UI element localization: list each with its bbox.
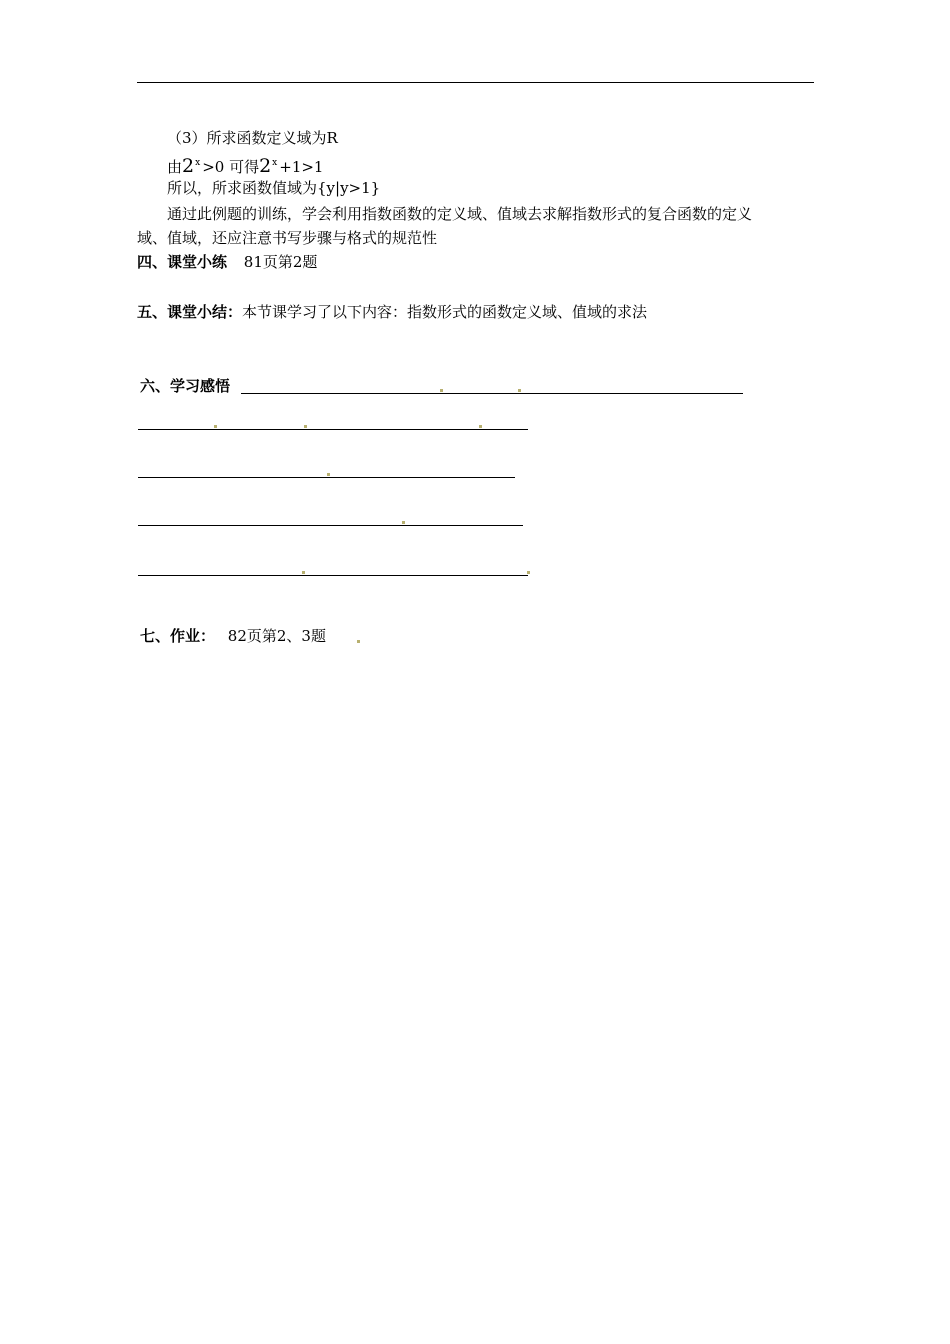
reflection-blank-3[interactable] bbox=[138, 477, 515, 478]
derivation-end: +1>1 bbox=[279, 158, 324, 176]
section-7 bbox=[140, 626, 326, 646]
marker-dot bbox=[357, 640, 360, 643]
section-4 bbox=[137, 252, 317, 272]
header-rule bbox=[137, 82, 814, 83]
derivation-prefix: 由 bbox=[167, 158, 183, 176]
section-6 bbox=[140, 376, 230, 396]
marker-dot bbox=[302, 571, 305, 574]
section-5-text: 本节课学习了以下内容：指数形式的函数定义域、值域的求法 bbox=[242, 303, 648, 321]
section-5-heading: 五、课堂小结： bbox=[137, 303, 243, 321]
range-conclusion: 所以，所求函数值域为{y|y>1} bbox=[167, 179, 381, 197]
summary-line-1: 通过此例题的训练，学会利用指数函数的定义域、值域去求解指数形式的复合函数的定义 bbox=[167, 205, 753, 223]
marker-dot bbox=[440, 389, 443, 392]
reflection-blank-1[interactable] bbox=[241, 393, 743, 394]
marker-dot bbox=[527, 571, 530, 574]
reflection-blank-2[interactable] bbox=[138, 429, 528, 430]
base-1: 2 bbox=[182, 155, 195, 177]
section-4-text: 81页第2题 bbox=[243, 253, 318, 271]
section-7-heading: 七、作业： bbox=[140, 627, 216, 645]
section-4-heading: 四、课堂小练 bbox=[137, 253, 228, 271]
section-7-text: 82页第2、3题 bbox=[227, 627, 326, 645]
reflection-blank-5[interactable] bbox=[138, 575, 528, 576]
reflection-blank-4[interactable] bbox=[138, 525, 523, 526]
marker-dot bbox=[304, 425, 307, 428]
marker-dot bbox=[479, 425, 482, 428]
section-6-heading: 六、学习感悟 bbox=[140, 377, 231, 395]
exponent-1: x bbox=[195, 158, 201, 168]
marker-dot bbox=[214, 425, 217, 428]
marker-dot bbox=[518, 389, 521, 392]
derivation-line bbox=[167, 153, 323, 177]
base-2: 2 bbox=[259, 155, 272, 177]
exponent-2: x bbox=[272, 158, 278, 168]
section-5 bbox=[137, 302, 647, 322]
subpart-3: （3）所求函数定义域为R bbox=[167, 129, 338, 147]
marker-dot bbox=[402, 521, 405, 524]
summary-line-2: 域、值域，还应注意书写步骤与格式的规范性 bbox=[137, 229, 438, 247]
derivation-mid: >0 可得 bbox=[202, 158, 260, 176]
marker-dot bbox=[327, 473, 330, 476]
